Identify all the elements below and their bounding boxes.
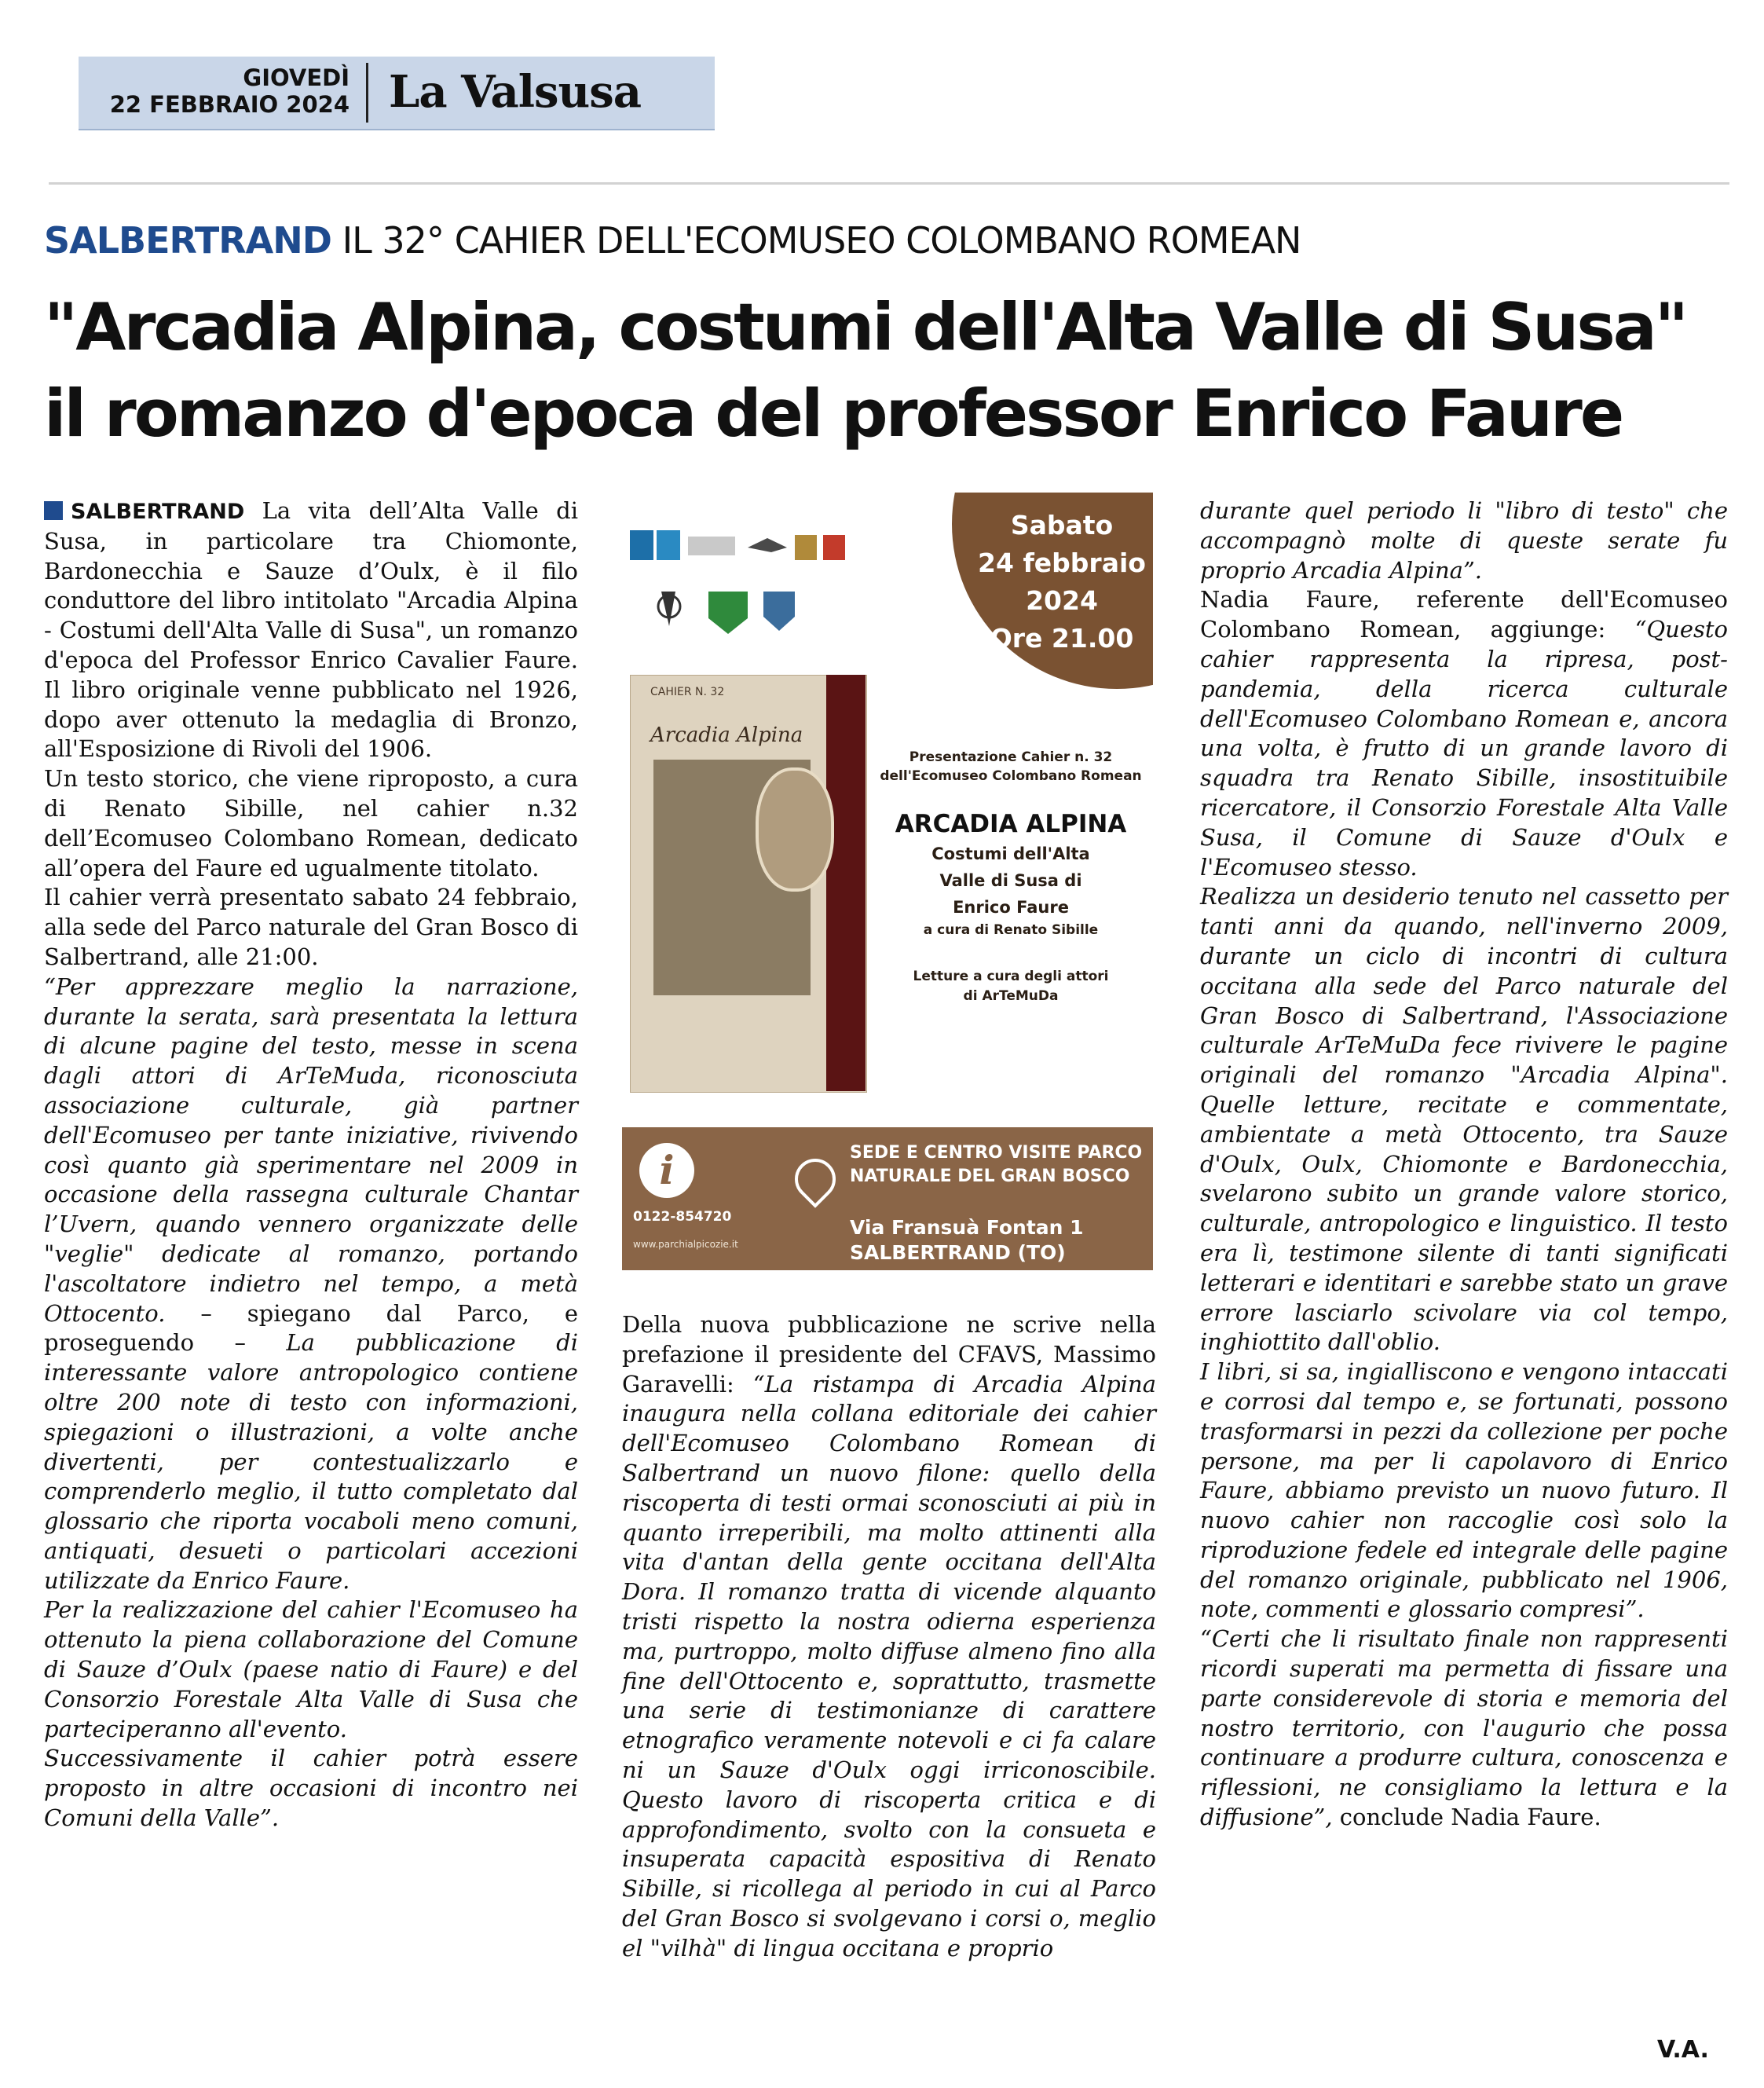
headline-line-2: il romanzo d'epoca del professor Enrico Faure (44, 375, 1623, 452)
paragraph: “Certi che li risultato finale non rappresenti ricordi superati ma permetta di fissare una parte considerevole di storia e memoria del nostro territorio, con l'augurio che possa continuare a produrre cultura, conoscenza e riflessioni, ne consigliamo la lettura e la diffusione”, conclude Nadia Faure. (1200, 1625, 1728, 1831)
poster-phone: 0122-854720 (633, 1209, 732, 1225)
kicker-place: SALBERTRAND (44, 219, 331, 262)
paragraph: Un testo storico, che viene riproposto, a cura di Renato Sibille, nel cahier n.32 dell’Ecomuseo Colombano Romean, dedicato all’opera del Faure ed ugualmente titolato. (44, 765, 578, 881)
author-portrait (756, 767, 834, 892)
paragraph: Della nuova pubblicazione ne scrive nella prefazione il presidente del CFAVS, Massimo Garavelli: “La ristampa di Arcadia Alpina inaugura nella collana editoriale dei cahier dell'Ecomuseo Colombano Romean di Salbertrand un nuovo filone: quello della riscoperta di testi ormai sconosciuti ai più in quanto irreperibili, ma molto attinenti alla vita d'antan della gente occitana dell'Alta Dora. Il romanzo tratta di vicende alquanto tristi rispetto la nostra odierna esperienza ma, purtroppo, molto diffuse almeno fino alla fine dell'Ottocento e, soprattutto, trasmette una serie di testimonianze di carattere etnografico veramente notevoli e ci fa calare ni un Sauze d'Oulx oggi irriconoscibile. Questo lavoro di riscoperta critica e di approfondimento, svolto con la consueta e insuperata capacità espositiva di Renato Sibille, si ricollega al periodo in cui al Parco del Gran Bosco si svolgevano i corsi o, meglio el "vilhà" di lingua occitana e proprio (622, 1311, 1156, 1962)
paragraph: I libri, si sa, ingialliscono e vengono intaccati e corrosi dal tempo e, se fortunati, possono trasformarsi in pezzi da collezione per poche persone, ma per li capolavoro di Enrico Faure, abbiamo previsto un nuovo futuro. Il nuovo cahier non raccoglie così solo la riproduzione fedele ed integrale delle pagine del romanzo originale, pubblicato nel 1906, note, commenti e glossario compresi”. (1200, 1358, 1728, 1623)
masthead-divider (366, 63, 368, 123)
paragraph: Successivamente il cahier potrà essere proposto in altre occasioni di incontro nei Comuni della Valle”. (44, 1745, 578, 1832)
article-column-2 (622, 1310, 1156, 1964)
poster-venue: SEDE E CENTRO VISITE PARCO NATURALE DEL GRAN BOSCO (850, 1143, 1143, 1186)
poster-description: Presentazione Cahier n. 32 dell'Ecomuseo Colombano Romean ARCADIA ALPINA Costumi dell'Alta Valle di Susa di Enrico Faure a cura di Renato Sibille Letture a cura degli attori di ArTeMuDa (873, 748, 1148, 1006)
article-column-3 (1200, 496, 1728, 1833)
article-column-1 (44, 496, 578, 1833)
dateline: SALBERTRAND (71, 500, 245, 524)
masthead (79, 57, 715, 130)
section-rule (49, 182, 1729, 185)
masthead-date (79, 64, 350, 118)
paragraph: SALBERTRAND La vita dell’Alta Valle di Susa, in particolare tra Chiomonte, Bardonecchia e Sauze d’Oulx, è il filo conduttore del libro intitolato "Arcadia Alpina - Costumi dell'Alta Valle di Susa", un romanzo d'epoca del Professor Enrico Cavalier Faure. Il libro originale venne pubblicato nel 1926, dopo aver ottenuto la medaglia di Bronzo, all'Esposizione di Rivoli del 1906. (44, 497, 578, 763)
book-cover-title: Arcadia Alpina (650, 723, 803, 747)
poster-logo-band (622, 493, 1153, 661)
info-icon: i (639, 1143, 694, 1198)
event-poster (622, 493, 1153, 1270)
author-signature: V.A. (1657, 2036, 1709, 2064)
poster-venue-band (622, 1127, 1153, 1270)
book-spine (826, 675, 866, 1091)
poster-presentation: Presentazione Cahier n. 32 dell'Ecomuseo Colombano Romean (880, 749, 1142, 784)
book-series: CAHIER N. 32 (650, 686, 725, 698)
paragraph: Per la realizzazione del cahier l'Ecomuseo ha ottenuto la piena collaborazione del Comune di Sauze d’Oulx (paese natio di Faure) e del Consorzio Forestale Alta Valle di Susa che parteciperanno all'evento. (44, 1596, 578, 1742)
paragraph: Il cahier verrà presentato sabato 24 febbraio, alla sede del Parco naturale del Gran Bosco di Salbertrand, alle 21:00. (44, 884, 578, 970)
article-kicker (44, 218, 1301, 262)
sponsor-logos-icon (630, 516, 889, 658)
poster-date-block: Sabato 24 febbraio 2024 Ore 21.00 (978, 510, 1146, 654)
poster-title: ARCADIA ALPINA (895, 810, 1127, 838)
dateline-square-icon (44, 501, 63, 520)
masthead-full-date: 22 FEBBRAIO 2024 (109, 91, 350, 118)
article-headline (44, 284, 1725, 457)
paragraph: Nadia Faure, referente dell'Ecomuseo Colombano Romean, aggiunge: “Questo cahier rappresenta la ripresa, post-pandemia, della ricerca culturale dell'Ecomuseo Colombano Romean e, ancora una volta, è frutto di un grande lavoro di squadra tra Renato Sibille, insostituibile ricercatore, il Consorzio Forestale Alta Valle Susa, il Comune di Sauze d'Oulx e l'Ecomuseo stesso. (1200, 586, 1729, 881)
paragraph: “Per apprezzare meglio la narrazione, durante la serata, sarà presentata la lettura di alcune pagine del testo, messe in scena dagli attori di ArTeMuda, riconosciuta associazione culturale, già partner dell'Ecomuseo per tante iniziative, rivivendo così quanto già sperimentare nel 2009 in occasione della rassegna culturale Chantar l’Uvern, quando vennero organizzate delle "veglie" dedicate al romanzo, portando l'ascoltatore indietro nel tempo, a metà Ottocento. – spiegano dal Parco, e proseguendo – La pubblicazione di interessante valore antropologico contiene oltre 200 note di testo con informazioni, spiegazioni o illustrazioni, a volte anche divertenti, per contestualizzarlo e comprenderlo meglio, il tutto completato dal glossario che riporta vocaboli meno comuni, antiquati, desueti o particolari accezioni utilizzate da Enrico Faure. (44, 973, 578, 1594)
paragraph: durante quel periodo li "libro di testo" che accompagnò molte di queste serate fu proprio Arcadia Alpina”. (1200, 497, 1728, 584)
headline-line-1: "Arcadia Alpina, costumi dell'Alta Valle di Susa" (44, 289, 1687, 365)
kicker-text: IL 32° CAHIER DELL'ECOMUSEO COLOMBANO ROMEAN (342, 219, 1301, 262)
location-pin-icon (786, 1150, 844, 1208)
newspaper-name: La Valsusa (389, 66, 642, 118)
masthead-day: GIOVEDÌ (243, 64, 350, 91)
poster-address: Via Fransuà Fontan 1 SALBERTRAND (TO) (850, 1216, 1084, 1264)
poster-website: www.parchialpicozie.it (633, 1239, 738, 1250)
paragraph: Realizza un desiderio tenuto nel cassetto per tanti anni da quando, nell'inverno 2009, durante un ciclo di incontri di cultura occitana alla sede del Parco naturale del Gran Bosco di Salbertrand, l'Associazione culturale ArTeMuDa fece rivivere le pagine originali del romanzo "Arcadia Alpina". Quelle letture, recitate e commentate, ambientate a metà Ottocento, tra Sauze d'Oulx, Oulx, Chiomonte e Bardonecchia, svelarono subito un grande valore storico, culturale, antropologico e linguistico. Il testo era lì, testimone silente di tanti significati letterari e identitari e sarebbe stato un grave errore lasciarlo scivolare via col tempo, inghiottito dall'oblio. (1200, 883, 1728, 1356)
